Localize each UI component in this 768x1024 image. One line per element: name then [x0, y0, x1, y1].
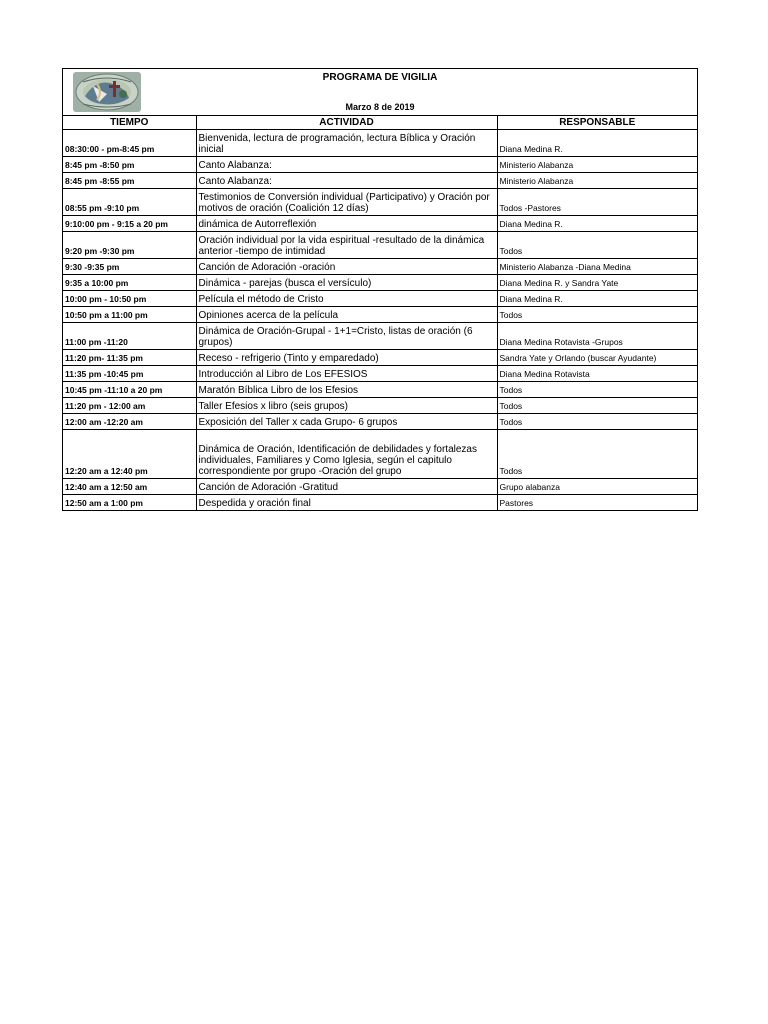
- table-row: [63, 495, 697, 511]
- time-cell: 12:00 am -12:20 am: [63, 414, 196, 430]
- table-row: [63, 130, 697, 157]
- responsible-cell: Diana Medina Rotavista: [497, 366, 697, 382]
- time-cell: 9:20 pm -9:30 pm: [63, 232, 196, 259]
- activity-cell: Dinámica - parejas (busca el versículo): [196, 275, 497, 291]
- table-row: [63, 275, 697, 291]
- activity-cell: Dinámica de Oración-Grupal - 1+1=Cristo, listas de oración (6 grupos): [196, 323, 497, 350]
- activity-cell: Maratón Bíblica Libro de los Efesios: [196, 382, 497, 398]
- time-cell: 12:40 am a 12:50 am: [63, 479, 196, 495]
- column-header-time: TIEMPO: [63, 116, 196, 130]
- table-row: [63, 430, 697, 479]
- responsible-cell: Todos: [497, 398, 697, 414]
- time-cell: 08:55 pm -9:10 pm: [63, 189, 196, 216]
- schedule-table: [63, 116, 697, 510]
- activity-cell: Opiniones acerca de la película: [196, 307, 497, 323]
- table-row: [63, 232, 697, 259]
- time-cell: 9:10:00 pm - 9:15 a 20 pm: [63, 216, 196, 232]
- table-row: [63, 189, 697, 216]
- table-header-row: [63, 116, 697, 130]
- activity-cell: Canto Alabanza:: [196, 173, 497, 189]
- time-cell: 11:00 pm -11:20: [63, 323, 196, 350]
- time-cell: 11:20 pm - 12:00 am: [63, 398, 196, 414]
- table-row: [63, 216, 697, 232]
- column-header-activity: ACTIVIDAD: [196, 116, 497, 130]
- responsible-cell: Grupo alabanza: [497, 479, 697, 495]
- responsible-cell: Todos: [497, 430, 697, 479]
- table-row: [63, 259, 697, 275]
- column-header-responsible: RESPONSABLE: [497, 116, 697, 130]
- responsible-cell: Todos: [497, 307, 697, 323]
- time-cell: 08:30:00 - pm-8:45 pm: [63, 130, 196, 157]
- table-row: [63, 157, 697, 173]
- responsible-cell: Sandra Yate y Orlando (buscar Ayudante): [497, 350, 697, 366]
- time-cell: 9:35 a 10:00 pm: [63, 275, 196, 291]
- responsible-cell: Todos: [497, 232, 697, 259]
- table-row: [63, 173, 697, 189]
- activity-cell: Bienvenida, lectura de programación, lectura Bíblica y Oración inicial: [196, 130, 497, 157]
- program-date: Marzo 8 de 2019: [345, 102, 415, 112]
- activity-cell: Dinámica de Oración, Identificación de debilidades y fortalezas individuales, Familiares y Como Iglesia, según el capitulo correspondiente por grupo -Oración del grupo: [196, 430, 497, 479]
- table-row: [63, 291, 697, 307]
- time-cell: 12:50 am a 1:00 pm: [63, 495, 196, 511]
- responsible-cell: Diana Medina R. y Sandra Yate: [497, 275, 697, 291]
- time-cell: 8:45 pm -8:55 pm: [63, 173, 196, 189]
- activity-cell: Canción de Adoración -Gratitud: [196, 479, 497, 495]
- activity-cell: Canción de Adoración -oración: [196, 259, 497, 275]
- time-cell: 9:30 -9:35 pm: [63, 259, 196, 275]
- activity-cell: Testimonios de Conversión individual (Participativo) y Oración por motivos de oración (Coalición 12 días): [196, 189, 497, 216]
- program-sheet: [62, 68, 698, 511]
- activity-cell: Canto Alabanza:: [196, 157, 497, 173]
- time-cell: 10:50 pm a 11:00 pm: [63, 307, 196, 323]
- time-cell: 11:20 pm- 11:35 pm: [63, 350, 196, 366]
- time-cell: 10:45 pm -11:10 a 20 pm: [63, 382, 196, 398]
- activity-cell: Despedida y oración final: [196, 495, 497, 511]
- activity-cell: Película el método de Cristo: [196, 291, 497, 307]
- activity-cell: Receso - refrigerio (Tinto y emparedado): [196, 350, 497, 366]
- time-cell: 11:35 pm -10:45 pm: [63, 366, 196, 382]
- table-row: [63, 479, 697, 495]
- activity-cell: Taller Efesios x libro (seis grupos): [196, 398, 497, 414]
- activity-cell: Exposición del Taller x cada Grupo- 6 grupos: [196, 414, 497, 430]
- time-cell: 10:00 pm - 10:50 pm: [63, 291, 196, 307]
- responsible-cell: Diana Medina R.: [497, 216, 697, 232]
- activity-cell: Oración individual por la vida espiritual -resultado de la dinámica anterior -tiempo de intimidad: [196, 232, 497, 259]
- time-cell: 8:45 pm -8:50 pm: [63, 157, 196, 173]
- activity-cell: Introducción al Libro de Los EFESIOS: [196, 366, 497, 382]
- responsible-cell: Ministerio Alabanza -Diana Medina: [497, 259, 697, 275]
- responsible-cell: Diana Medina R.: [497, 291, 697, 307]
- table-row: [63, 382, 697, 398]
- responsible-cell: Ministerio Alabanza: [497, 157, 697, 173]
- responsible-cell: Pastores: [497, 495, 697, 511]
- program-header: [63, 69, 697, 116]
- table-row: [63, 414, 697, 430]
- responsible-cell: Ministerio Alabanza: [497, 173, 697, 189]
- program-title: PROGRAMA DE VIGILIA: [322, 72, 438, 83]
- activity-cell: dinámica de Autorreflexión: [196, 216, 497, 232]
- table-row: [63, 398, 697, 414]
- responsible-cell: Todos: [497, 414, 697, 430]
- table-row: [63, 323, 697, 350]
- responsible-cell: Todos -Pastores: [497, 189, 697, 216]
- responsible-cell: Todos: [497, 382, 697, 398]
- responsible-cell: Diana Medina Rotavista -Grupos: [497, 323, 697, 350]
- table-row: [63, 366, 697, 382]
- table-row: [63, 307, 697, 323]
- responsible-cell: Diana Medina R.: [497, 130, 697, 157]
- time-cell: 12:20 am a 12:40 pm: [63, 430, 196, 479]
- table-row: [63, 350, 697, 366]
